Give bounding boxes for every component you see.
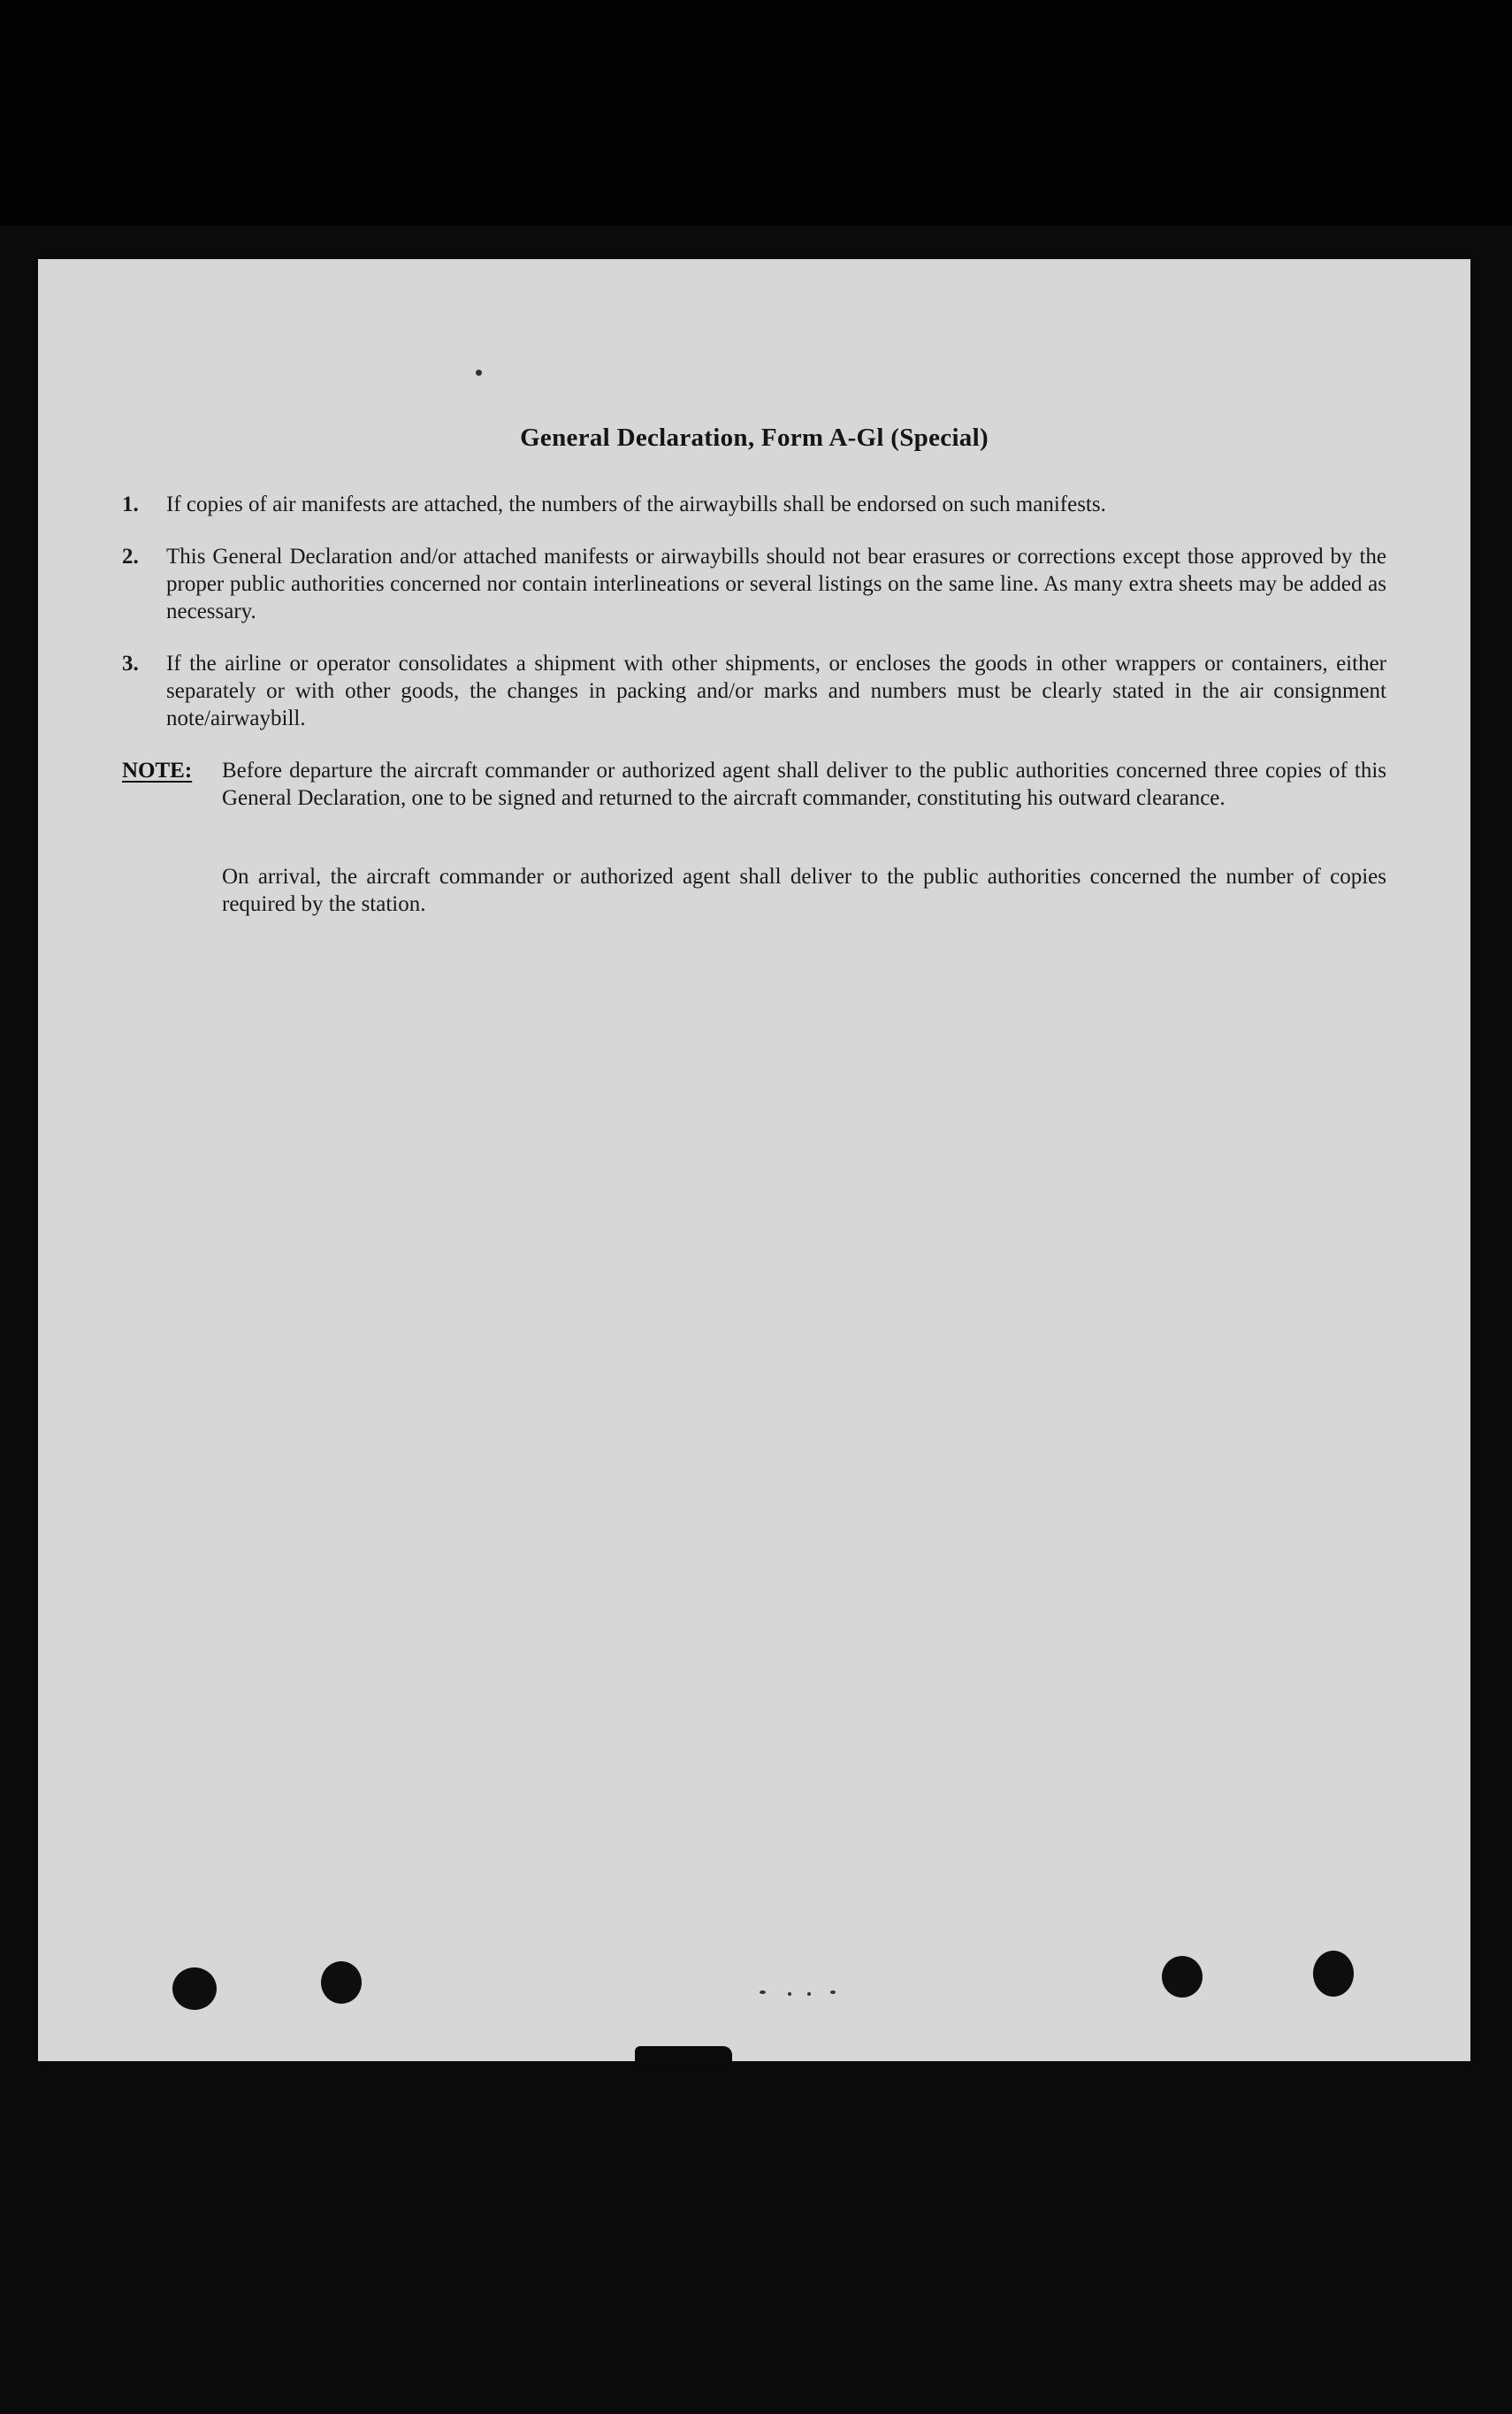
punch-hole-left-inner [321, 1961, 362, 2004]
punch-hole-right-outer [1313, 1951, 1354, 1997]
item-text: If copies of air manifests are attached, the numbers of the airwaybills shall be endorsed on such manifests. [166, 493, 1106, 516]
note-label: NOTE: [122, 759, 193, 783]
instruction-item-3 [122, 650, 1386, 732]
scan-background-top [0, 0, 1512, 225]
document-title: General Declaration, Form A-Gl (Special) [520, 424, 989, 452]
instruction-item-2 [122, 543, 1386, 625]
scan-speck [807, 1992, 811, 1996]
item-number: 1. [122, 493, 139, 516]
item-text: If the airline or operator consolidates a shipment with other shipments, or encloses the goods in other wrappers or containers, either separately or with other goods, the changes in packing and/or marks and numbers must be clearly stated in the air consignment note/airwaybill. [166, 652, 1386, 730]
scan-speck [788, 1992, 791, 1996]
scan-speck [476, 370, 482, 376]
punch-hole-left-outer [172, 1967, 217, 2010]
scan-speck [830, 1990, 836, 1994]
item-number: 2. [122, 545, 139, 569]
instruction-item-1 [122, 491, 1386, 518]
item-number: 3. [122, 652, 139, 676]
note-paragraph-2: On arrival, the aircraft commander or authorized agent shall deliver to the public authorities concerned the number of copies required by the station. [222, 865, 1386, 916]
item-text: This General Declaration and/or attached manifests or airwaybills should not bear erasures or corrections except those approved by the proper public authorities concerned nor contain interlineations or several listings on the same line. As many extra sheets may be added as necessary. [166, 545, 1386, 623]
scan-speck [760, 1990, 766, 1994]
paper-edge-tab [635, 2046, 732, 2062]
note-paragraph-1: Before departure the aircraft commander or authorized agent shall deliver to the public authorities concerned three copies of this General Declaration, one to be signed and returned to the aircraft commander, constituting his outward clearance. [222, 759, 1386, 810]
document-page [38, 259, 1470, 2061]
punch-hole-right-inner [1162, 1956, 1203, 1998]
